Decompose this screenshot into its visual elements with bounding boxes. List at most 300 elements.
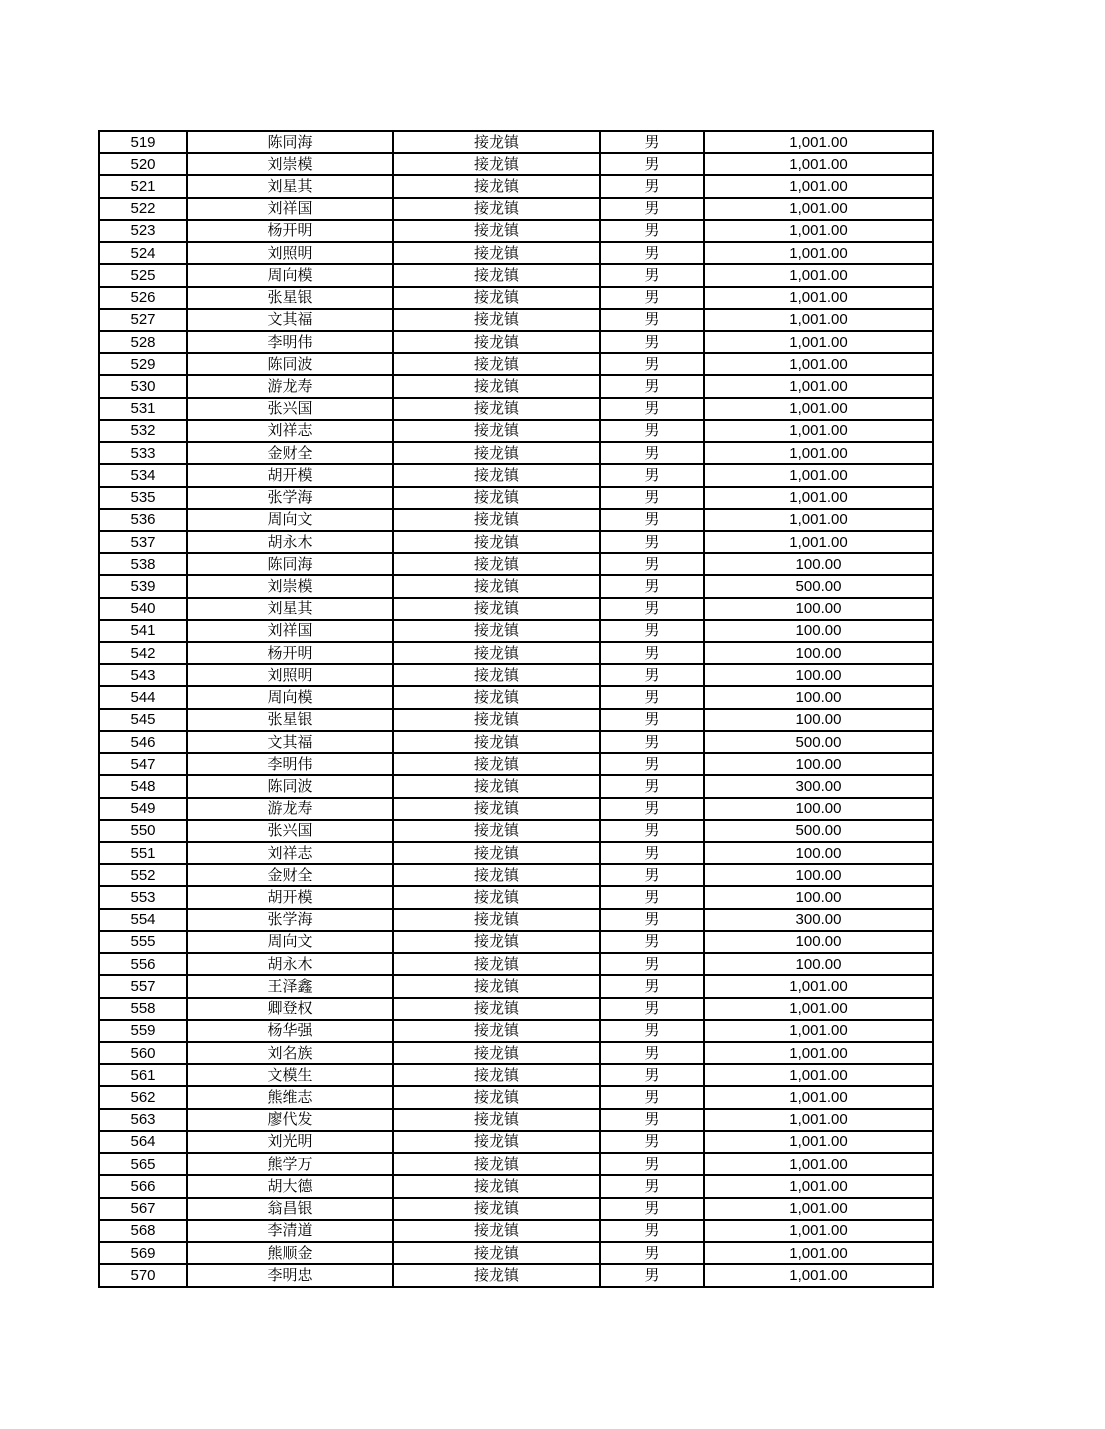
cell-row-number: 569 bbox=[99, 1242, 187, 1264]
table-row bbox=[99, 264, 933, 286]
cell-row-number: 529 bbox=[99, 353, 187, 375]
cell-amount: 1,001.00 bbox=[704, 1153, 933, 1175]
cell-person-name: 文其福 bbox=[187, 309, 393, 331]
cell-person-name: 李明伟 bbox=[187, 331, 393, 353]
table-row bbox=[99, 620, 933, 642]
cell-person-name: 王泽鑫 bbox=[187, 975, 393, 997]
cell-gender: 男 bbox=[600, 287, 704, 309]
cell-amount: 1,001.00 bbox=[704, 998, 933, 1020]
cell-gender: 男 bbox=[600, 175, 704, 197]
cell-town: 接龙镇 bbox=[393, 1131, 600, 1153]
cell-person-name: 游龙寿 bbox=[187, 798, 393, 820]
cell-gender: 男 bbox=[600, 864, 704, 886]
table-row bbox=[99, 309, 933, 331]
cell-amount: 1,001.00 bbox=[704, 464, 933, 486]
cell-person-name: 刘名族 bbox=[187, 1042, 393, 1064]
table-row bbox=[99, 420, 933, 442]
cell-row-number: 558 bbox=[99, 998, 187, 1020]
cell-row-number: 523 bbox=[99, 220, 187, 242]
table-row bbox=[99, 398, 933, 420]
cell-person-name: 李明忠 bbox=[187, 1264, 393, 1287]
cell-row-number: 536 bbox=[99, 509, 187, 531]
cell-person-name: 胡永木 bbox=[187, 531, 393, 553]
cell-amount: 1,001.00 bbox=[704, 331, 933, 353]
cell-gender: 男 bbox=[600, 931, 704, 953]
cell-row-number: 568 bbox=[99, 1220, 187, 1242]
cell-person-name: 刘祥国 bbox=[187, 620, 393, 642]
cell-person-name: 刘照明 bbox=[187, 242, 393, 264]
cell-amount: 1,001.00 bbox=[704, 531, 933, 553]
cell-town: 接龙镇 bbox=[393, 709, 600, 731]
cell-row-number: 546 bbox=[99, 731, 187, 753]
cell-person-name: 文其福 bbox=[187, 731, 393, 753]
cell-row-number: 555 bbox=[99, 931, 187, 953]
cell-gender: 男 bbox=[600, 953, 704, 975]
cell-person-name: 胡开模 bbox=[187, 464, 393, 486]
cell-gender: 男 bbox=[600, 842, 704, 864]
cell-row-number: 560 bbox=[99, 1042, 187, 1064]
cell-amount: 100.00 bbox=[704, 886, 933, 908]
cell-town: 接龙镇 bbox=[393, 220, 600, 242]
cell-amount: 1,001.00 bbox=[704, 242, 933, 264]
cell-amount: 100.00 bbox=[704, 620, 933, 642]
cell-amount: 1,001.00 bbox=[704, 1064, 933, 1086]
cell-gender: 男 bbox=[600, 664, 704, 686]
cell-gender: 男 bbox=[600, 131, 704, 153]
cell-town: 接龙镇 bbox=[393, 886, 600, 908]
cell-row-number: 530 bbox=[99, 375, 187, 397]
cell-person-name: 周向文 bbox=[187, 931, 393, 953]
cell-row-number: 535 bbox=[99, 487, 187, 509]
table-row bbox=[99, 686, 933, 708]
table-row bbox=[99, 1109, 933, 1131]
cell-town: 接龙镇 bbox=[393, 553, 600, 575]
cell-person-name: 刘祥志 bbox=[187, 842, 393, 864]
cell-amount: 1,001.00 bbox=[704, 353, 933, 375]
table-row bbox=[99, 1131, 933, 1153]
cell-gender: 男 bbox=[600, 353, 704, 375]
table-row bbox=[99, 464, 933, 486]
table-row bbox=[99, 953, 933, 975]
cell-town: 接龙镇 bbox=[393, 153, 600, 175]
cell-town: 接龙镇 bbox=[393, 642, 600, 664]
cell-town: 接龙镇 bbox=[393, 242, 600, 264]
cell-town: 接龙镇 bbox=[393, 353, 600, 375]
cell-amount: 100.00 bbox=[704, 709, 933, 731]
cell-person-name: 杨开明 bbox=[187, 220, 393, 242]
table-row bbox=[99, 886, 933, 908]
cell-gender: 男 bbox=[600, 998, 704, 1020]
cell-amount: 1,001.00 bbox=[704, 264, 933, 286]
cell-row-number: 552 bbox=[99, 864, 187, 886]
cell-town: 接龙镇 bbox=[393, 1220, 600, 1242]
table-row bbox=[99, 975, 933, 997]
cell-gender: 男 bbox=[600, 1175, 704, 1197]
cell-row-number: 534 bbox=[99, 464, 187, 486]
table-row bbox=[99, 864, 933, 886]
cell-amount: 1,001.00 bbox=[704, 1042, 933, 1064]
cell-amount: 1,001.00 bbox=[704, 442, 933, 464]
cell-amount: 500.00 bbox=[704, 731, 933, 753]
cell-gender: 男 bbox=[600, 1220, 704, 1242]
cell-gender: 男 bbox=[600, 1131, 704, 1153]
table-row bbox=[99, 1175, 933, 1197]
cell-person-name: 张兴国 bbox=[187, 820, 393, 842]
cell-person-name: 廖代发 bbox=[187, 1109, 393, 1131]
cell-town: 接龙镇 bbox=[393, 198, 600, 220]
table-row bbox=[99, 198, 933, 220]
cell-town: 接龙镇 bbox=[393, 820, 600, 842]
cell-person-name: 金财全 bbox=[187, 442, 393, 464]
cell-gender: 男 bbox=[600, 753, 704, 775]
cell-row-number: 533 bbox=[99, 442, 187, 464]
table-row bbox=[99, 798, 933, 820]
table-row bbox=[99, 1198, 933, 1220]
table-row bbox=[99, 442, 933, 464]
cell-amount: 1,001.00 bbox=[704, 1264, 933, 1287]
cell-person-name: 卿登权 bbox=[187, 998, 393, 1020]
cell-town: 接龙镇 bbox=[393, 287, 600, 309]
cell-person-name: 刘祥志 bbox=[187, 420, 393, 442]
cell-person-name: 刘崇模 bbox=[187, 153, 393, 175]
cell-row-number: 528 bbox=[99, 331, 187, 353]
table-row bbox=[99, 1220, 933, 1242]
cell-person-name: 李清道 bbox=[187, 1220, 393, 1242]
cell-person-name: 杨开明 bbox=[187, 642, 393, 664]
cell-gender: 男 bbox=[600, 487, 704, 509]
table-row bbox=[99, 220, 933, 242]
cell-amount: 100.00 bbox=[704, 686, 933, 708]
cell-gender: 男 bbox=[600, 1264, 704, 1287]
table-row bbox=[99, 353, 933, 375]
cell-amount: 100.00 bbox=[704, 798, 933, 820]
cell-row-number: 521 bbox=[99, 175, 187, 197]
cell-person-name: 周向文 bbox=[187, 509, 393, 531]
cell-gender: 男 bbox=[600, 686, 704, 708]
cell-row-number: 545 bbox=[99, 709, 187, 731]
cell-gender: 男 bbox=[600, 820, 704, 842]
cell-town: 接龙镇 bbox=[393, 131, 600, 153]
cell-town: 接龙镇 bbox=[393, 842, 600, 864]
cell-row-number: 562 bbox=[99, 1086, 187, 1108]
cell-town: 接龙镇 bbox=[393, 953, 600, 975]
table-row bbox=[99, 1086, 933, 1108]
cell-person-name: 陈同海 bbox=[187, 131, 393, 153]
cell-town: 接龙镇 bbox=[393, 1109, 600, 1131]
cell-amount: 100.00 bbox=[704, 753, 933, 775]
cell-town: 接龙镇 bbox=[393, 598, 600, 620]
table-row bbox=[99, 287, 933, 309]
cell-gender: 男 bbox=[600, 509, 704, 531]
cell-person-name: 刘祥国 bbox=[187, 198, 393, 220]
cell-amount: 100.00 bbox=[704, 864, 933, 886]
table-row bbox=[99, 375, 933, 397]
cell-person-name: 熊学万 bbox=[187, 1153, 393, 1175]
cell-amount: 100.00 bbox=[704, 842, 933, 864]
cell-row-number: 561 bbox=[99, 1064, 187, 1086]
cell-person-name: 胡大德 bbox=[187, 1175, 393, 1197]
cell-town: 接龙镇 bbox=[393, 753, 600, 775]
cell-town: 接龙镇 bbox=[393, 1020, 600, 1042]
cell-row-number: 540 bbox=[99, 598, 187, 620]
cell-person-name: 陈同波 bbox=[187, 353, 393, 375]
table-row bbox=[99, 731, 933, 753]
cell-person-name: 陈同波 bbox=[187, 775, 393, 797]
table-row bbox=[99, 775, 933, 797]
cell-gender: 男 bbox=[600, 709, 704, 731]
cell-row-number: 531 bbox=[99, 398, 187, 420]
cell-row-number: 525 bbox=[99, 264, 187, 286]
cell-amount: 1,001.00 bbox=[704, 131, 933, 153]
cell-town: 接龙镇 bbox=[393, 575, 600, 597]
cell-person-name: 胡开模 bbox=[187, 886, 393, 908]
cell-gender: 男 bbox=[600, 798, 704, 820]
table-row bbox=[99, 931, 933, 953]
cell-row-number: 557 bbox=[99, 975, 187, 997]
table-row bbox=[99, 642, 933, 664]
cell-row-number: 566 bbox=[99, 1175, 187, 1197]
table-row bbox=[99, 909, 933, 931]
cell-gender: 男 bbox=[600, 242, 704, 264]
cell-town: 接龙镇 bbox=[393, 175, 600, 197]
cell-person-name: 刘崇模 bbox=[187, 575, 393, 597]
cell-row-number: 519 bbox=[99, 131, 187, 153]
cell-gender: 男 bbox=[600, 1198, 704, 1220]
cell-town: 接龙镇 bbox=[393, 375, 600, 397]
cell-town: 接龙镇 bbox=[393, 264, 600, 286]
table-row bbox=[99, 153, 933, 175]
cell-amount: 1,001.00 bbox=[704, 420, 933, 442]
cell-person-name: 张学海 bbox=[187, 487, 393, 509]
cell-gender: 男 bbox=[600, 398, 704, 420]
cell-gender: 男 bbox=[600, 909, 704, 931]
cell-amount: 500.00 bbox=[704, 820, 933, 842]
table-row bbox=[99, 709, 933, 731]
table-row bbox=[99, 131, 933, 153]
cell-gender: 男 bbox=[600, 1020, 704, 1042]
cell-amount: 300.00 bbox=[704, 909, 933, 931]
table-row bbox=[99, 664, 933, 686]
cell-town: 接龙镇 bbox=[393, 464, 600, 486]
cell-person-name: 李明伟 bbox=[187, 753, 393, 775]
cell-town: 接龙镇 bbox=[393, 398, 600, 420]
cell-town: 接龙镇 bbox=[393, 531, 600, 553]
cell-row-number: 550 bbox=[99, 820, 187, 842]
table-row bbox=[99, 553, 933, 575]
table-row bbox=[99, 820, 933, 842]
cell-town: 接龙镇 bbox=[393, 1264, 600, 1287]
cell-town: 接龙镇 bbox=[393, 998, 600, 1020]
cell-person-name: 游龙寿 bbox=[187, 375, 393, 397]
cell-row-number: 570 bbox=[99, 1264, 187, 1287]
cell-gender: 男 bbox=[600, 464, 704, 486]
cell-row-number: 565 bbox=[99, 1153, 187, 1175]
cell-row-number: 564 bbox=[99, 1131, 187, 1153]
cell-row-number: 539 bbox=[99, 575, 187, 597]
cell-amount: 1,001.00 bbox=[704, 398, 933, 420]
cell-person-name: 周向模 bbox=[187, 264, 393, 286]
cell-amount: 1,001.00 bbox=[704, 153, 933, 175]
cell-row-number: 559 bbox=[99, 1020, 187, 1042]
cell-town: 接龙镇 bbox=[393, 775, 600, 797]
cell-row-number: 527 bbox=[99, 309, 187, 331]
cell-person-name: 刘照明 bbox=[187, 664, 393, 686]
cell-gender: 男 bbox=[600, 198, 704, 220]
cell-amount: 100.00 bbox=[704, 553, 933, 575]
cell-row-number: 567 bbox=[99, 1198, 187, 1220]
table-row bbox=[99, 487, 933, 509]
cell-gender: 男 bbox=[600, 775, 704, 797]
cell-gender: 男 bbox=[600, 531, 704, 553]
table-row bbox=[99, 1020, 933, 1042]
cell-town: 接龙镇 bbox=[393, 909, 600, 931]
cell-row-number: 538 bbox=[99, 553, 187, 575]
cell-row-number: 549 bbox=[99, 798, 187, 820]
table-row bbox=[99, 242, 933, 264]
cell-amount: 1,001.00 bbox=[704, 1086, 933, 1108]
table-row bbox=[99, 842, 933, 864]
table-body bbox=[99, 131, 933, 1287]
cell-row-number: 526 bbox=[99, 287, 187, 309]
table-row bbox=[99, 331, 933, 353]
cell-gender: 男 bbox=[600, 598, 704, 620]
cell-town: 接龙镇 bbox=[393, 1175, 600, 1197]
table-row bbox=[99, 1153, 933, 1175]
cell-gender: 男 bbox=[600, 264, 704, 286]
cell-gender: 男 bbox=[600, 642, 704, 664]
cell-amount: 1,001.00 bbox=[704, 487, 933, 509]
cell-person-name: 张兴国 bbox=[187, 398, 393, 420]
cell-person-name: 翁昌银 bbox=[187, 1198, 393, 1220]
cell-row-number: 520 bbox=[99, 153, 187, 175]
cell-gender: 男 bbox=[600, 1064, 704, 1086]
cell-town: 接龙镇 bbox=[393, 664, 600, 686]
cell-gender: 男 bbox=[600, 1109, 704, 1131]
table-row bbox=[99, 998, 933, 1020]
cell-amount: 100.00 bbox=[704, 642, 933, 664]
cell-town: 接龙镇 bbox=[393, 442, 600, 464]
cell-row-number: 537 bbox=[99, 531, 187, 553]
cell-person-name: 文模生 bbox=[187, 1064, 393, 1086]
cell-amount: 1,001.00 bbox=[704, 975, 933, 997]
table-row bbox=[99, 1264, 933, 1287]
cell-amount: 1,001.00 bbox=[704, 375, 933, 397]
cell-amount: 100.00 bbox=[704, 664, 933, 686]
cell-row-number: 544 bbox=[99, 686, 187, 708]
cell-gender: 男 bbox=[600, 620, 704, 642]
cell-person-name: 金财全 bbox=[187, 864, 393, 886]
cell-town: 接龙镇 bbox=[393, 509, 600, 531]
cell-town: 接龙镇 bbox=[393, 1198, 600, 1220]
cell-person-name: 熊顺金 bbox=[187, 1242, 393, 1264]
cell-amount: 100.00 bbox=[704, 598, 933, 620]
cell-amount: 1,001.00 bbox=[704, 1242, 933, 1264]
cell-row-number: 524 bbox=[99, 242, 187, 264]
cell-town: 接龙镇 bbox=[393, 309, 600, 331]
cell-town: 接龙镇 bbox=[393, 1042, 600, 1064]
cell-person-name: 刘星其 bbox=[187, 598, 393, 620]
cell-person-name: 杨华强 bbox=[187, 1020, 393, 1042]
cell-person-name: 刘星其 bbox=[187, 175, 393, 197]
cell-amount: 1,001.00 bbox=[704, 1020, 933, 1042]
cell-amount: 1,001.00 bbox=[704, 1131, 933, 1153]
cell-gender: 男 bbox=[600, 553, 704, 575]
cell-town: 接龙镇 bbox=[393, 1064, 600, 1086]
cell-gender: 男 bbox=[600, 220, 704, 242]
cell-town: 接龙镇 bbox=[393, 331, 600, 353]
cell-row-number: 553 bbox=[99, 886, 187, 908]
cell-gender: 男 bbox=[600, 1086, 704, 1108]
cell-person-name: 张学海 bbox=[187, 909, 393, 931]
cell-row-number: 522 bbox=[99, 198, 187, 220]
cell-amount: 1,001.00 bbox=[704, 309, 933, 331]
cell-town: 接龙镇 bbox=[393, 1086, 600, 1108]
cell-person-name: 张星银 bbox=[187, 287, 393, 309]
cell-town: 接龙镇 bbox=[393, 487, 600, 509]
cell-row-number: 532 bbox=[99, 420, 187, 442]
cell-amount: 1,001.00 bbox=[704, 175, 933, 197]
cell-town: 接龙镇 bbox=[393, 686, 600, 708]
cell-town: 接龙镇 bbox=[393, 420, 600, 442]
cell-town: 接龙镇 bbox=[393, 798, 600, 820]
cell-gender: 男 bbox=[600, 1042, 704, 1064]
cell-person-name: 熊维志 bbox=[187, 1086, 393, 1108]
cell-row-number: 541 bbox=[99, 620, 187, 642]
roster-table bbox=[98, 130, 934, 1288]
cell-person-name: 张星银 bbox=[187, 709, 393, 731]
cell-amount: 1,001.00 bbox=[704, 1220, 933, 1242]
cell-gender: 男 bbox=[600, 886, 704, 908]
cell-row-number: 556 bbox=[99, 953, 187, 975]
table-row bbox=[99, 175, 933, 197]
cell-person-name: 刘光明 bbox=[187, 1131, 393, 1153]
table-row bbox=[99, 509, 933, 531]
cell-amount: 100.00 bbox=[704, 953, 933, 975]
cell-row-number: 542 bbox=[99, 642, 187, 664]
cell-gender: 男 bbox=[600, 331, 704, 353]
cell-amount: 1,001.00 bbox=[704, 220, 933, 242]
table-row bbox=[99, 1064, 933, 1086]
cell-gender: 男 bbox=[600, 420, 704, 442]
cell-row-number: 547 bbox=[99, 753, 187, 775]
cell-amount: 100.00 bbox=[704, 931, 933, 953]
cell-amount: 1,001.00 bbox=[704, 1175, 933, 1197]
cell-gender: 男 bbox=[600, 731, 704, 753]
cell-gender: 男 bbox=[600, 575, 704, 597]
cell-gender: 男 bbox=[600, 975, 704, 997]
cell-gender: 男 bbox=[600, 153, 704, 175]
cell-person-name: 胡永木 bbox=[187, 953, 393, 975]
cell-person-name: 陈同海 bbox=[187, 553, 393, 575]
cell-gender: 男 bbox=[600, 442, 704, 464]
cell-amount: 1,001.00 bbox=[704, 509, 933, 531]
cell-gender: 男 bbox=[600, 375, 704, 397]
cell-row-number: 548 bbox=[99, 775, 187, 797]
cell-row-number: 563 bbox=[99, 1109, 187, 1131]
cell-amount: 300.00 bbox=[704, 775, 933, 797]
cell-person-name: 周向模 bbox=[187, 686, 393, 708]
cell-row-number: 551 bbox=[99, 842, 187, 864]
cell-town: 接龙镇 bbox=[393, 1153, 600, 1175]
cell-amount: 1,001.00 bbox=[704, 287, 933, 309]
table-row bbox=[99, 575, 933, 597]
cell-gender: 男 bbox=[600, 309, 704, 331]
table-row bbox=[99, 753, 933, 775]
cell-gender: 男 bbox=[600, 1242, 704, 1264]
cell-town: 接龙镇 bbox=[393, 620, 600, 642]
cell-town: 接龙镇 bbox=[393, 931, 600, 953]
cell-amount: 1,001.00 bbox=[704, 1198, 933, 1220]
